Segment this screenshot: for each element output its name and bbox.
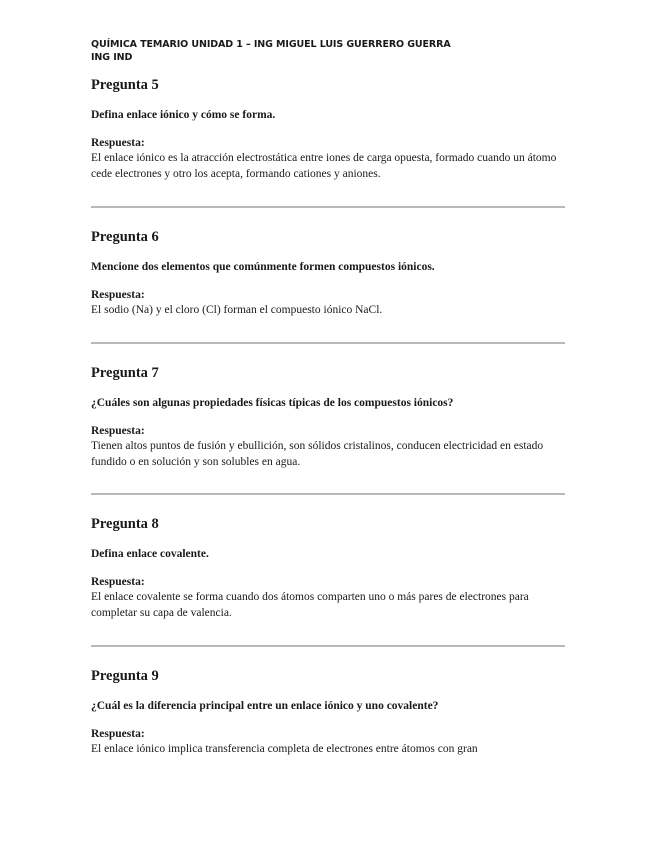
section-divider: [91, 493, 565, 495]
section-divider: [91, 645, 565, 647]
answer-label: Respuesta:: [91, 728, 145, 740]
question-block-5: [91, 76, 566, 182]
question-block-6: [91, 228, 566, 319]
question-title: Pregunta 9: [91, 668, 159, 684]
answer-text: El enlace iónico es la atracción electrostática entre iones de carga opuesta, formado cuando un átomo cede electrones y otro los acepta, formando cationes y aniones.: [91, 152, 557, 180]
question-text: Mencione dos elementos que comúnmente formen compuestos iónicos.: [91, 261, 435, 273]
answer-label: Respuesta:: [91, 576, 145, 588]
question-title: Pregunta 8: [91, 516, 159, 532]
question-block-7: [91, 364, 566, 470]
question-text: ¿Cuáles son algunas propiedades físicas típicas de los compuestos iónicos?: [91, 397, 454, 409]
question-text: Defina enlace iónico y cómo se forma.: [91, 109, 276, 121]
page-header: [91, 38, 571, 64]
answer-label: Respuesta:: [91, 289, 145, 301]
answer-text: Tienen altos puntos de fusión y ebullición, son sólidos cristalinos, conducen electricidad en estado fundido o en solución y son solubles en agua.: [91, 440, 544, 468]
answer-text: El enlace iónico implica transferencia completa de electrones entre átomos con gran: [91, 743, 478, 755]
header-title: QUÍMICA TEMARIO UNIDAD 1 – ING MIGUEL LUIS GUERRERO GUERRA: [91, 39, 451, 50]
question-block-9: [91, 667, 566, 758]
question-text: Defina enlace covalente.: [91, 548, 209, 560]
header-subtitle: ING IND: [91, 52, 133, 63]
question-block-8: [91, 515, 566, 621]
answer-label: Respuesta:: [91, 137, 145, 149]
question-title: Pregunta 5: [91, 77, 159, 93]
question-title: Pregunta 7: [91, 365, 159, 381]
answer-text: El sodio (Na) y el cloro (Cl) forman el compuesto iónico NaCl.: [91, 304, 383, 316]
section-divider: [91, 342, 565, 344]
answer-label: Respuesta:: [91, 425, 145, 437]
answer-text: El enlace covalente se forma cuando dos átomos comparten uno o más pares de electrones para completar su capa de valencia.: [91, 591, 529, 619]
question-title: Pregunta 6: [91, 229, 159, 245]
question-text: ¿Cuál es la diferencia principal entre un enlace iónico y uno covalente?: [91, 700, 439, 712]
section-divider: [91, 206, 565, 208]
